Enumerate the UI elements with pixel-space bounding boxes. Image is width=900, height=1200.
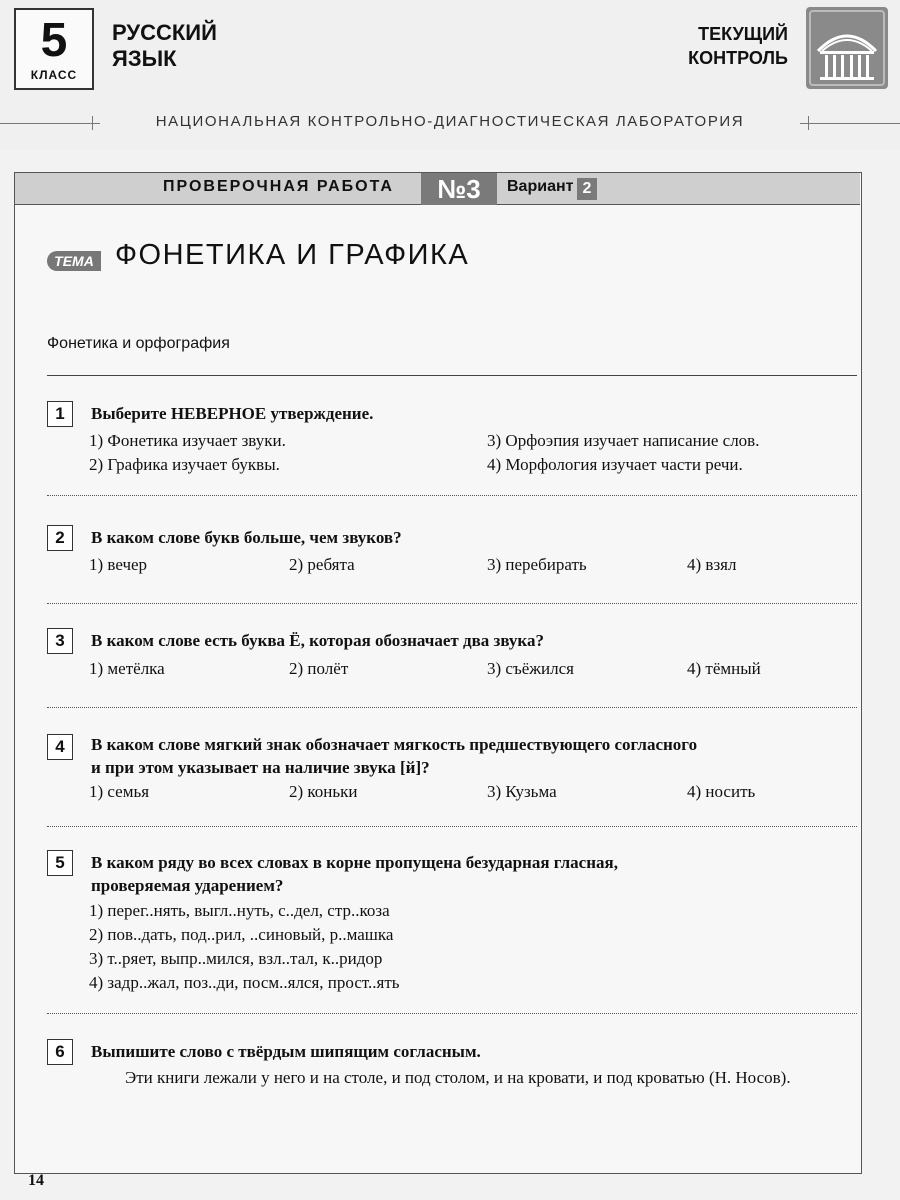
topic-badge: ТЕМА <box>47 251 101 271</box>
answer-line <box>47 826 857 827</box>
answer-option: 4) тёмный <box>687 659 761 678</box>
answer-option: 1) вечер <box>89 555 148 574</box>
answer-line <box>47 1013 857 1014</box>
question-number: 2 <box>47 525 73 551</box>
lab-name: НАЦИОНАЛЬНАЯ КОНТРОЛЬНО-ДИАГНОСТИЧЕСКАЯ ЛАБОРАТОРИЯ <box>100 113 800 130</box>
question-number: 3 <box>47 628 73 654</box>
subject-line-1: РУССКИЙ <box>112 20 217 45</box>
answer-line <box>47 603 857 604</box>
variant-label: Вариант <box>507 178 574 195</box>
answer-option: 3) перебирать <box>487 555 587 574</box>
answer-option: 1) Фонетика изучает звуки. <box>89 431 286 450</box>
question-text: Выпишите слово с твёрдым шипящим согласным. <box>91 1042 481 1061</box>
answer-option: 1) перег..нять, выгл..нуть, с..дел, стр..коза <box>89 901 390 920</box>
grade-label: КЛАСС <box>30 68 78 82</box>
header-divider-tick-right <box>808 116 809 130</box>
answer-option: 2) пов..дать, под..рил, ..синовый, р..машка <box>89 925 394 944</box>
subject-title <box>112 20 312 72</box>
answer-option: 3) Орфоэпия изучает написание слов. <box>487 431 760 450</box>
topic-title: ФОНЕТИКА И ГРАФИКА <box>115 239 470 271</box>
answer-line <box>47 495 857 496</box>
work-title-bar <box>15 173 860 205</box>
question-number: 1 <box>47 401 73 427</box>
answer-option: 3) Кузьма <box>487 782 557 801</box>
answer-option: 2) Графика изучает буквы. <box>89 455 280 474</box>
section-title: Фонетика и орфография <box>47 335 230 352</box>
header-divider-tick-left <box>92 116 93 130</box>
control-line-2: КОНТРОЛЬ <box>688 48 788 68</box>
control-title <box>588 22 788 70</box>
answer-line <box>47 707 857 708</box>
subject-line-2: ЯЗЫК <box>112 46 177 71</box>
answer-option: 2) полёт <box>289 659 349 678</box>
answer-option: 1) семья <box>89 782 150 801</box>
question-text <box>91 851 861 897</box>
page-number: 14 <box>28 1172 44 1189</box>
answer-option: 4) взял <box>687 555 737 574</box>
question-text-line-1: В каком ряду во всех словах в корне пропущена безударная гласная, <box>91 853 618 872</box>
question-text: В каком слове есть буква Ё, которая обозначает два звука? <box>91 631 544 650</box>
question-text: В каком слове букв больше, чем звуков? <box>91 528 402 547</box>
question-number: 6 <box>47 1039 73 1065</box>
question-number: 5 <box>47 850 73 876</box>
worksheet-frame <box>14 172 862 1174</box>
page-header <box>0 0 900 150</box>
grade-box <box>14 8 94 90</box>
answer-option: 2) коньки <box>289 782 358 801</box>
answer-option: 1) метёлка <box>89 659 165 678</box>
question-passage: Эти книги лежали у него и на столе, и под столом, и на кровати, и под кроватью (Н. Носов). <box>125 1068 791 1087</box>
grade-number: 5 <box>40 14 68 67</box>
answer-option: 3) т..ряет, выпр..мился, взл..тал, к..ридор <box>89 949 383 968</box>
question-text-line-2: проверяемая ударением? <box>91 876 284 895</box>
control-line-1: ТЕКУЩИЙ <box>698 24 788 44</box>
work-number: №3 <box>421 173 497 205</box>
question-text-line-2: и при этом указывает на наличие звука [й]? <box>91 758 430 777</box>
question-number: 4 <box>47 734 73 760</box>
answer-option: 3) съёжился <box>487 659 574 678</box>
variant-number: 2 <box>577 178 597 200</box>
question-text-line-1: В каком слове мягкий знак обозначает мягкость предшествующего согласного <box>91 735 698 754</box>
question-text: Выберите НЕВЕРНОЕ утверждение. <box>91 404 374 423</box>
answer-option: 4) носить <box>687 782 756 801</box>
question-text <box>91 733 861 779</box>
work-title: ПРОВЕРОЧНАЯ РАБОТА <box>163 178 394 195</box>
columns-logo-icon <box>806 7 888 89</box>
answer-option: 2) ребята <box>289 555 355 574</box>
section-divider <box>47 375 857 376</box>
answer-option: 4) Морфология изучает части речи. <box>487 455 743 474</box>
answer-option: 4) задр..жал, поз..ди, посм..ялся, прост..ять <box>89 973 400 992</box>
